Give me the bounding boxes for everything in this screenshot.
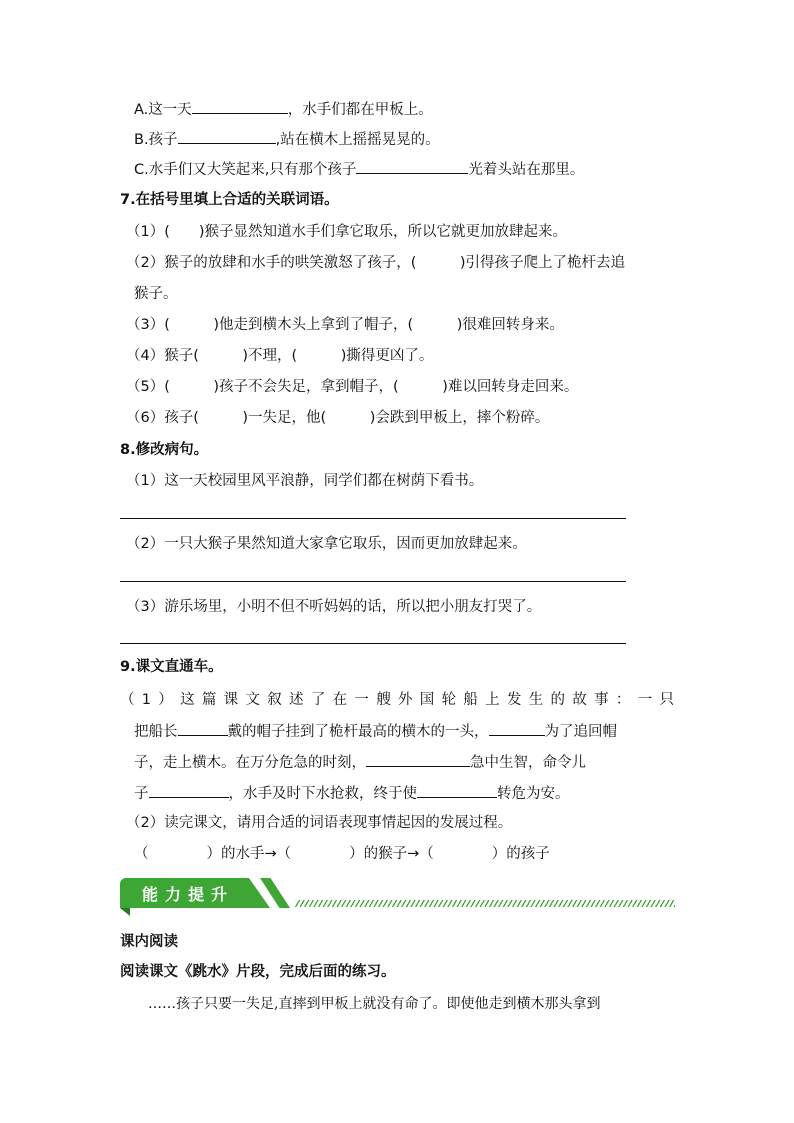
q7-item-5: （5）( )孩子不会失足，拿到帽子，( )难以回转身走回来。: [126, 379, 579, 395]
section-banner-title: 能力提升: [142, 885, 235, 904]
subsection-title: 课内阅读: [120, 934, 178, 950]
section-banner: [120, 876, 675, 916]
q7-item-1: （1）( )猴子显然知道水手们拿它取乐，所以它就更加放肆起来。: [126, 224, 568, 240]
blank[interactable]: [489, 720, 545, 736]
q9-p1-line4: 子 ，水手及时下水抢救，终于使 转危为安。: [134, 782, 570, 804]
fill-b: B.孩子 ,站在横木上摇摇晃晃的。: [134, 128, 440, 150]
q7-item-2: （2）猴子的放肆和水手的哄笑激怒了孩子，( )引得孩子爬上了桅杆去追: [126, 255, 626, 271]
blank[interactable]: [192, 98, 288, 114]
reading-passage: ……孩子只要一失足,直摔到甲板上就没有命了。即使他走到横木那头拿到: [148, 996, 601, 1012]
blank[interactable]: [178, 128, 276, 144]
blank[interactable]: [417, 782, 497, 798]
reading-instruction: 阅读课文《跳水》片段，完成后面的练习。: [120, 964, 396, 980]
q9-p1-line1: （1）这篇课文叙述了在一艘外国轮船上发生的故事：一只: [120, 692, 674, 708]
answer-line[interactable]: [120, 518, 626, 519]
fill-a: A.这一天 ，水手们都在甲板上。: [134, 98, 433, 120]
blank[interactable]: [178, 720, 228, 736]
blank[interactable]: [356, 158, 468, 174]
banner-stripe-decoration: [295, 900, 675, 907]
fill-c: C.水手们又大笑起来,只有那个孩子 光着头站在那里。: [134, 158, 584, 180]
q8-title: 8.修改病句。: [120, 442, 209, 458]
q9-title: 9.课文直通车。: [120, 659, 223, 675]
q9-chain: （ ）的水手→（ ）的猴子→（ ）的孩子: [134, 846, 550, 862]
blank[interactable]: [366, 751, 470, 767]
q7-item-3: （3）( )他走到横木头上拿到了帽子，( )很难回转身来。: [126, 317, 564, 333]
q9-p2: （2）读完课文，请用合适的词语表现事情起因的发展过程。: [126, 815, 513, 831]
q9-p1-line2: 把船长 戴的帽子挂到了桅杆最高的横木的一头， 为了追回帽: [134, 720, 617, 742]
q8-item-3: （3）游乐场里，小明不但不听妈妈的话，所以把小朋友打哭了。: [126, 599, 542, 615]
q7-item-2-cont: 猴子。: [134, 286, 178, 302]
q7-title: 7.在括号里填上合适的关联词语。: [120, 192, 339, 208]
answer-line[interactable]: [120, 643, 626, 644]
q7-item-6: （6）孩子( )一失足，他( )会跌到甲板上，摔个粉碎。: [126, 410, 550, 426]
q8-item-1: （1）这一天校园里风平浪静，同学们都在树荫下看书。: [126, 473, 484, 489]
answer-line[interactable]: [120, 581, 626, 582]
q7-item-4: （4）猴子( )不理，( )撕得更凶了。: [126, 348, 434, 364]
q8-item-2: （2）一只大猴子果然知道大家拿它取乐，因而更加放肆起来。: [126, 536, 527, 552]
blank[interactable]: [149, 782, 229, 798]
q9-p1-line3: 子，走上横木。在万分危急的时刻， 急中生智，命令儿: [134, 751, 586, 773]
